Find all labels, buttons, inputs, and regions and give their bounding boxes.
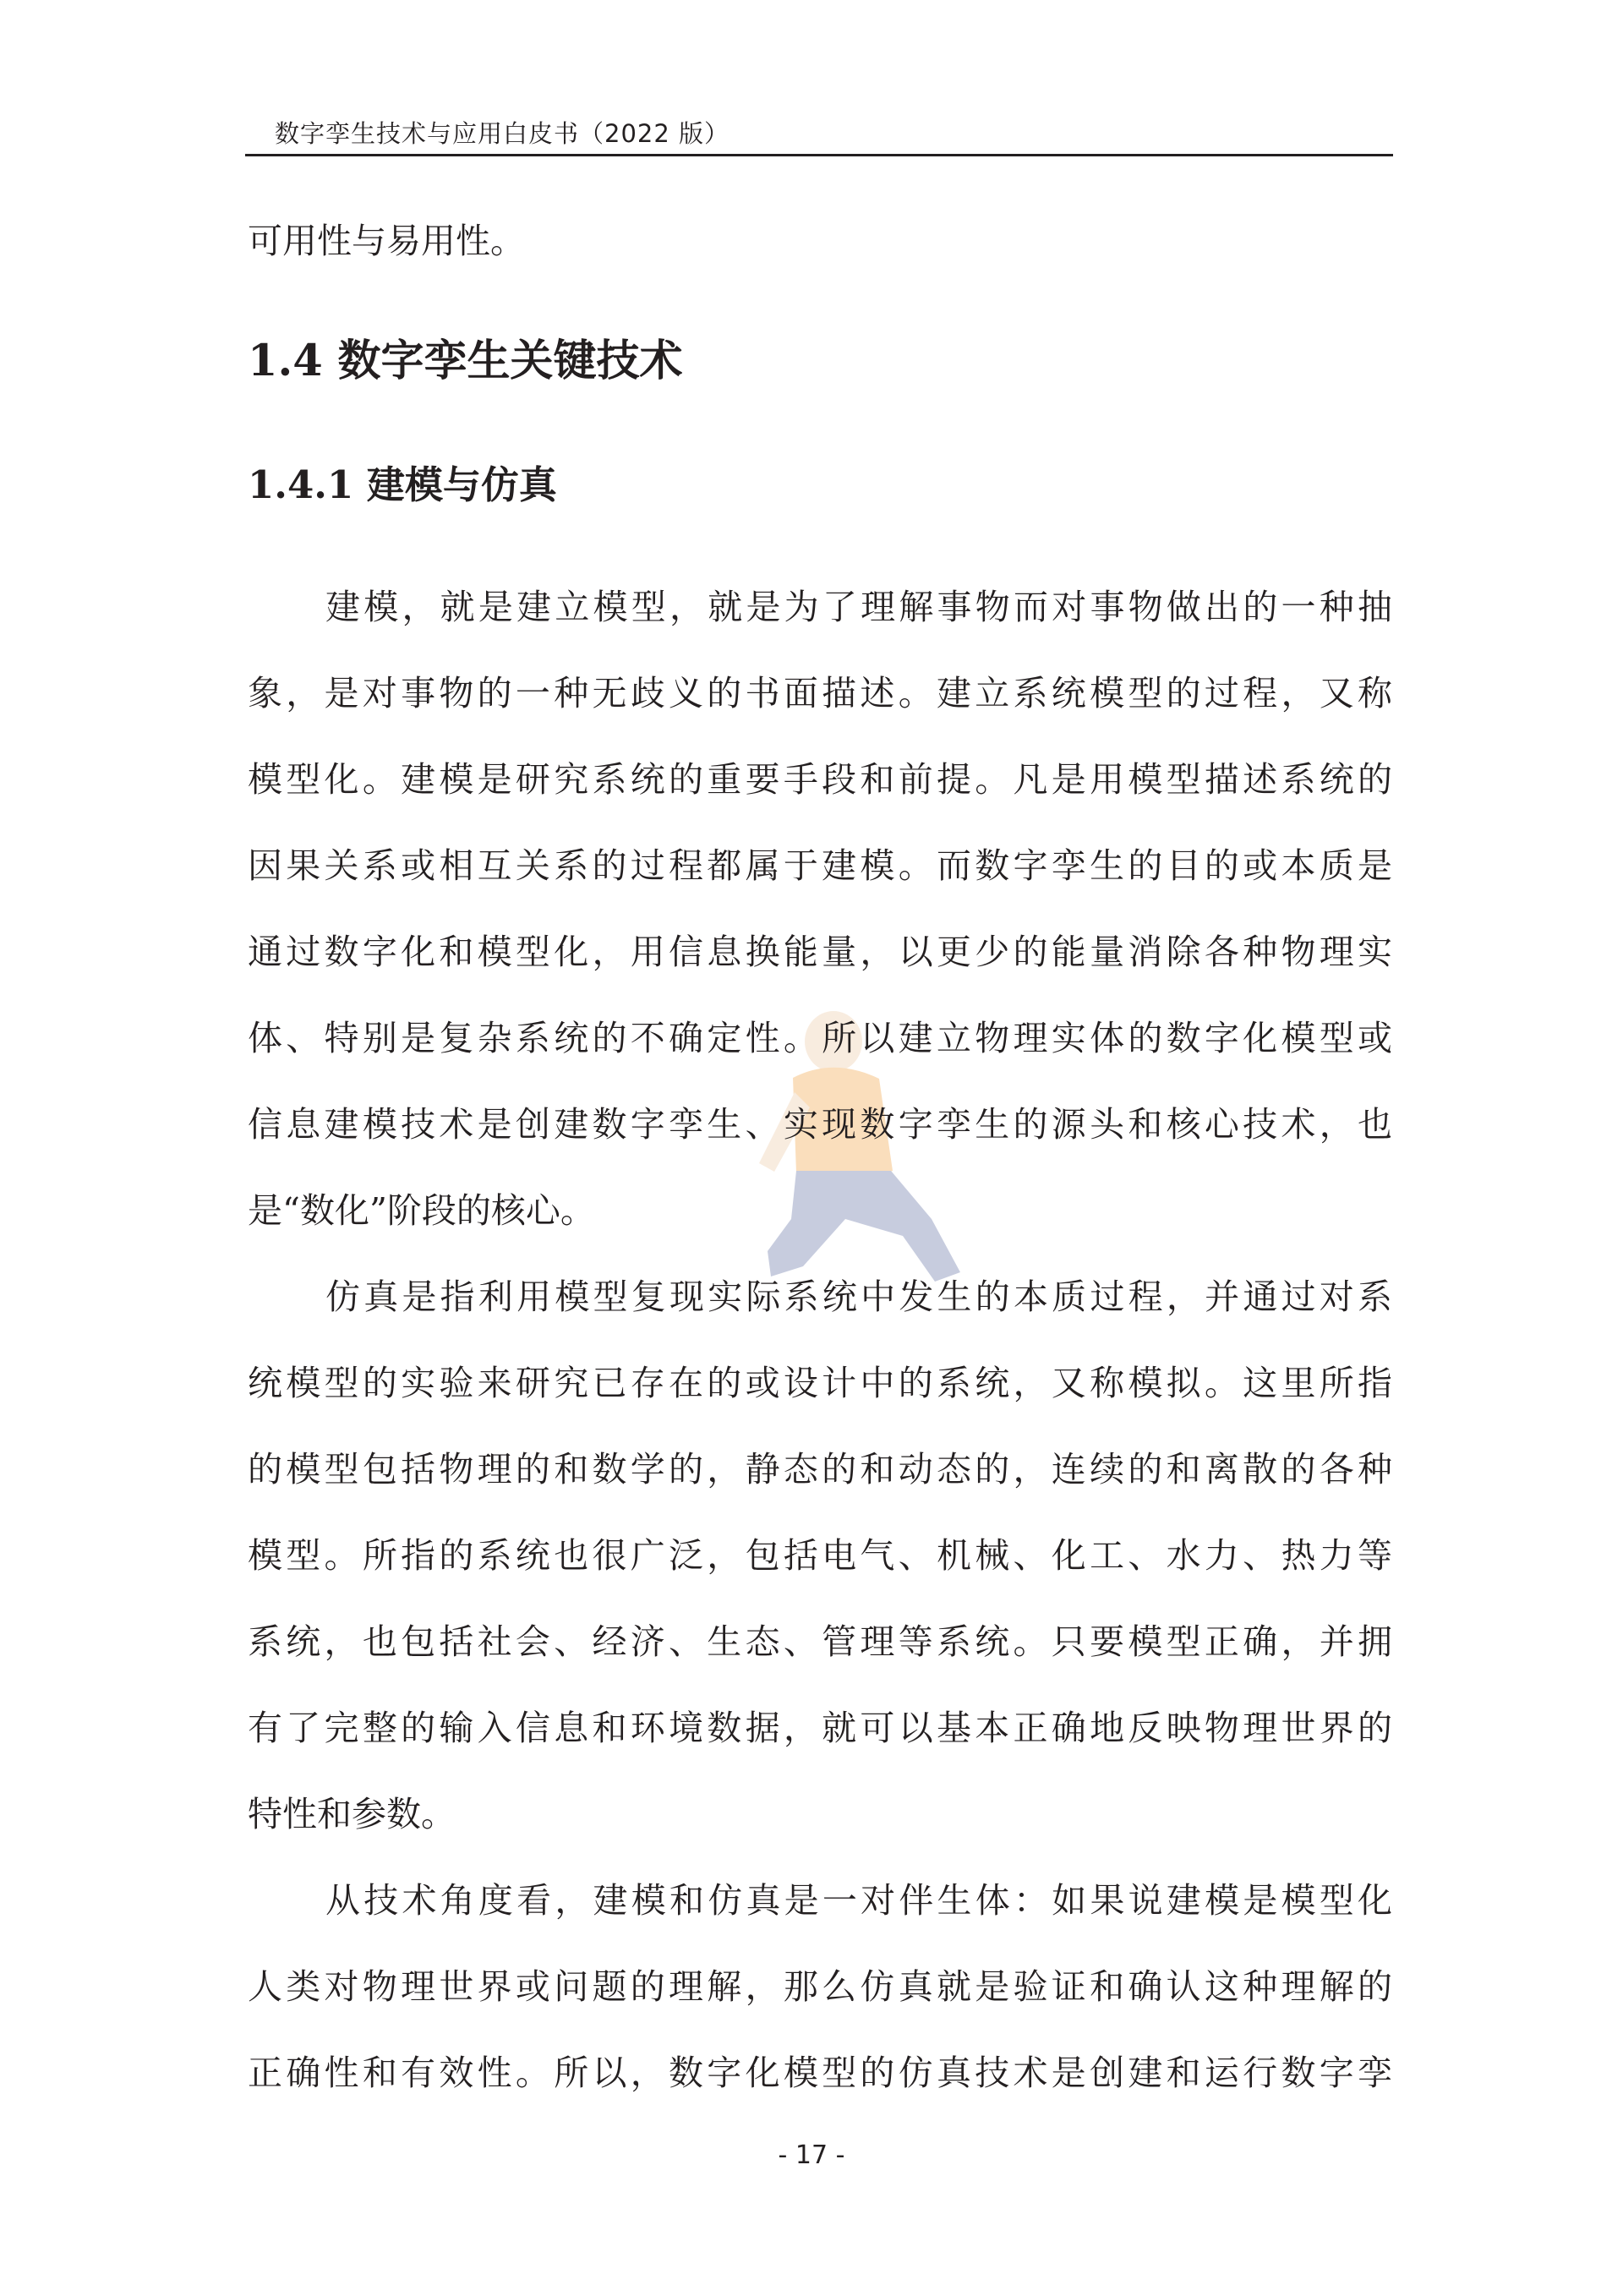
page-number: - 17 - (778, 2140, 845, 2170)
paragraph-1-line-4: 因果关系或相互关系的过程都属于建模。而数字孪生的目的或本质是 (248, 845, 1392, 886)
paragraph-2-line-2: 统模型的实验来研究已存在的或设计中的系统，又称模拟。这里所指 (248, 1363, 1392, 1403)
paragraph-3-line-3: 正确性和有效性。所以，数字化模型的仿真技术是创建和运行数字孪 (248, 2053, 1392, 2093)
paragraph-1-line-1: 建模，就是建立模型，就是为了理解事物而对事物做出的一种抽 (325, 587, 1392, 627)
paragraph-2-line-5: 系统，也包括社会、经济、生态、管理等系统。只要模型正确，并拥 (248, 1621, 1392, 1662)
subsection-title: 1.4.1 建模与仿真 (248, 462, 557, 507)
paragraph-1-line-5: 通过数字化和模型化，用信息换能量，以更少的能量消除各种物理实 (248, 932, 1392, 972)
paragraph-3-line-2: 人类对物理世界或问题的理解，那么仿真就是验证和确认这种理解的 (248, 1966, 1392, 2007)
carryover-line: 可用性与易用性。 (248, 221, 525, 261)
paragraph-2-line-6: 有了完整的输入信息和环境数据，就可以基本正确地反映物理世界的 (248, 1708, 1392, 1748)
paragraph-1-line-8: 是“数化”阶段的核心。 (248, 1190, 595, 1231)
paragraph-1-line-2: 象，是对事物的一种无歧义的书面描述。建立系统模型的过程，又称 (248, 673, 1392, 713)
paragraph-2-line-7: 特性和参数。 (248, 1794, 456, 1834)
paragraph-2-line-3: 的模型包括物理的和数学的，静态的和动态的，连续的和离散的各种 (248, 1449, 1392, 1490)
paragraph-2-line-4: 模型。所指的系统也很广泛，包括电气、机械、化工、水力、热力等 (248, 1535, 1392, 1576)
running-header: 数字孪生技术与应用白皮书（2022 版） (275, 119, 730, 148)
paragraph-1-line-6: 体、特别是复杂系统的不确定性。所以建立物理实体的数字化模型或 (248, 1018, 1392, 1058)
paragraph-3-line-1: 从技术角度看，建模和仿真是一对伴生体：如果说建模是模型化 (325, 1880, 1392, 1921)
paragraph-1-line-3: 模型化。建模是研究系统的重要手段和前提。凡是用模型描述系统的 (248, 759, 1392, 800)
section-title: 1.4 数字孪生关键技术 (248, 336, 683, 386)
paragraph-2-line-1: 仿真是指利用模型复现实际系统中发生的本质过程，并通过对系 (325, 1276, 1392, 1317)
paragraph-1-line-7: 信息建模技术是创建数字孪生、实现数字孪生的源头和核心技术，也 (248, 1104, 1392, 1145)
header-rule (245, 154, 1393, 156)
